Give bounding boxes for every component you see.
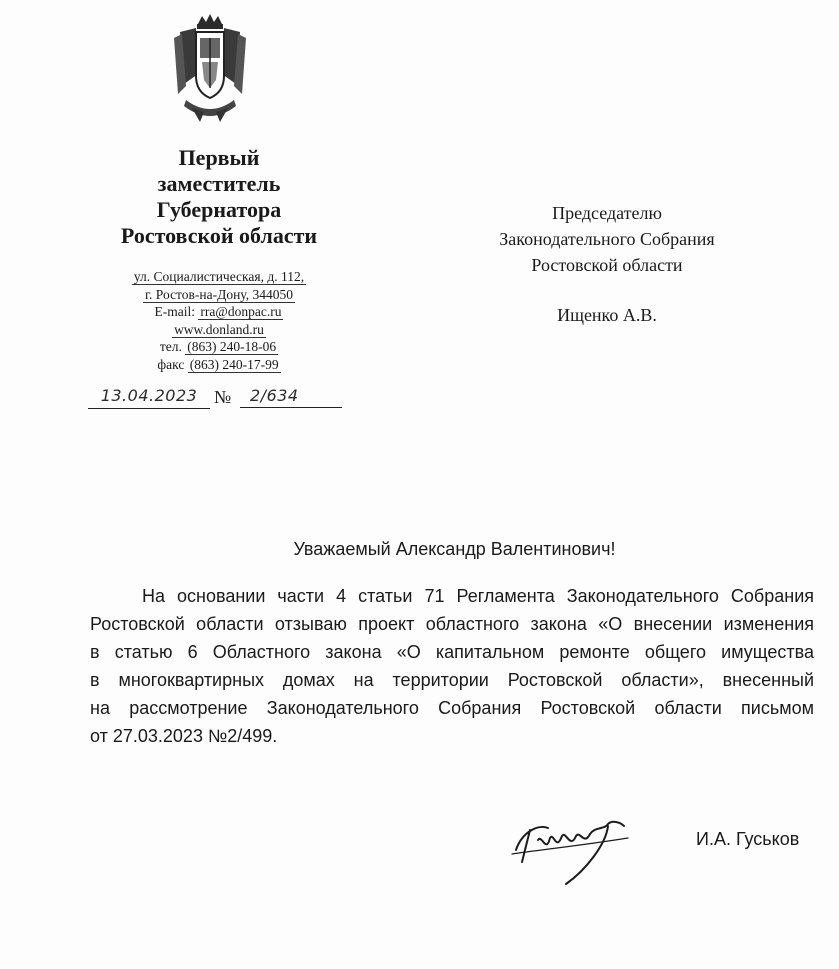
registration-number-label: № (214, 387, 232, 407)
fax-label: факс (157, 356, 185, 372)
body-line: на рассмотрение Законодательного Собрания Ростовской области письмом (90, 698, 814, 718)
fax-number: (863) 240-17-99 (189, 356, 279, 372)
registration-line (88, 384, 348, 410)
salutation: Уважаемый Александр Валентинович! (293, 539, 616, 559)
recipient-block (462, 200, 752, 328)
address-line: ул. Социалистическая, д. 112, (133, 269, 305, 284)
sender-title-line: заместитель (157, 171, 281, 196)
sender-title (88, 145, 350, 249)
body-line: в многоквартирных домах на территории Ростовской области», внесенный (90, 670, 814, 690)
email-link[interactable]: rra@donpac.ru (200, 304, 282, 319)
phone-number: (863) 240-18-06 (187, 339, 277, 354)
website-link[interactable]: www.donland.ru (174, 321, 264, 337)
recipient-line: Законодательного Собрания (499, 229, 715, 249)
sender-title-line: Губернатора (156, 197, 282, 222)
recipient-line: Ростовской области (531, 255, 683, 275)
recipient-line: Председателю (552, 203, 662, 223)
coat-of-arms-icon (170, 14, 250, 126)
address-city-line: г. Ростов-на-Дону, 344050 (145, 286, 293, 302)
email-label: E-mail: (154, 304, 196, 319)
body-line: от 27.03.2023 №2/499. (90, 726, 278, 746)
registration-date: 13.04.2023 (88, 384, 210, 409)
registration-number: 2/634 (240, 384, 342, 408)
recipient-name: Ищенко А.В. (557, 305, 657, 325)
handwritten-signature (508, 810, 636, 888)
phone-label: тел. (159, 339, 182, 354)
letter-body (90, 582, 814, 750)
sender-title-line: Ростовской области (120, 223, 318, 248)
signer-name: И.А. Гуськов (696, 829, 800, 849)
body-line: На основании части 4 статьи 71 Регламента Законодательного Собрания (142, 586, 814, 606)
body-line: в статью 6 Областного закона «О капитальном ремонте общего имущества (90, 642, 814, 662)
sender-contacts (88, 268, 350, 373)
sender-title-line: Первый (178, 145, 260, 170)
body-line: Ростовской области отзываю проект областного закона «О внесении изменения (90, 614, 814, 634)
